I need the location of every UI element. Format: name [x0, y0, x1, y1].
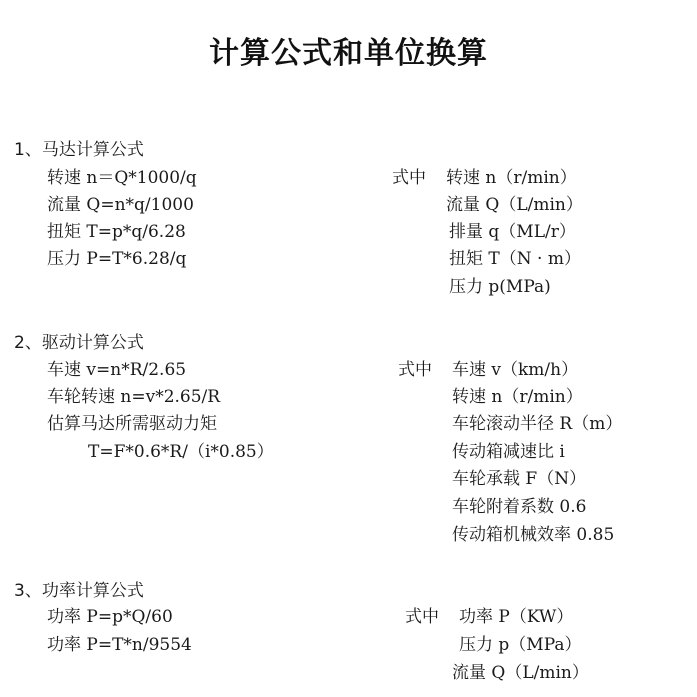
formula-line: 扭矩 T=p*q/6.28: [47, 222, 186, 242]
note-line: 转速 n（r/min）: [452, 387, 583, 407]
section-heading: 2、驱动计算公式: [14, 333, 144, 353]
formula-line: T=F*0.6*R/（i*0.85）: [88, 442, 274, 462]
formula-line: 功率 P=p*Q/60: [47, 607, 173, 627]
section-heading: 3、功率计算公式: [14, 581, 144, 601]
note-line: 车速 v（km/h）: [452, 360, 579, 380]
formula-line: 估算马达所需驱动力矩: [47, 414, 217, 434]
note-line: 流量 Q（L/min）: [446, 195, 583, 215]
formula-line: 车速 v=n*R/2.65: [47, 360, 187, 380]
note-line: 扭矩 T（N · m）: [449, 249, 581, 269]
notes-label: 式中: [392, 168, 426, 188]
notes-label: 式中: [405, 607, 439, 627]
note-line: 传动箱机械效率 0.85: [452, 525, 615, 545]
note-line: 传动箱减速比 i: [452, 442, 565, 462]
formula-line: 功率 P=T*n/9554: [47, 635, 192, 655]
note-line: 排量 q（ML/r）: [449, 222, 576, 242]
note-line: 压力 p(MPa): [449, 277, 551, 297]
note-line: 流量 Q（L/min）: [452, 663, 589, 683]
formula-line: 压力 P=T*6.28/q: [47, 249, 187, 269]
formula-line: 转速 n＝Q*1000/q: [47, 168, 197, 188]
note-line: 车轮滚动半径 R（m）: [452, 414, 623, 434]
note-line: 功率 P（KW）: [459, 607, 574, 627]
note-line: 车轮承载 F（N）: [452, 469, 587, 489]
formula-line: 车轮转速 n=v*2.65/R: [47, 387, 221, 407]
formula-line: 流量 Q=n*q/1000: [47, 195, 194, 215]
note-line: 压力 p（MPa）: [459, 635, 582, 655]
note-line: 车轮附着系数 0.6: [452, 497, 587, 517]
section-heading: 1、马达计算公式: [14, 140, 144, 160]
note-line: 转速 n（r/min）: [446, 168, 577, 188]
page-title: 计算公式和单位换算: [209, 36, 488, 71]
notes-label: 式中: [398, 360, 432, 380]
